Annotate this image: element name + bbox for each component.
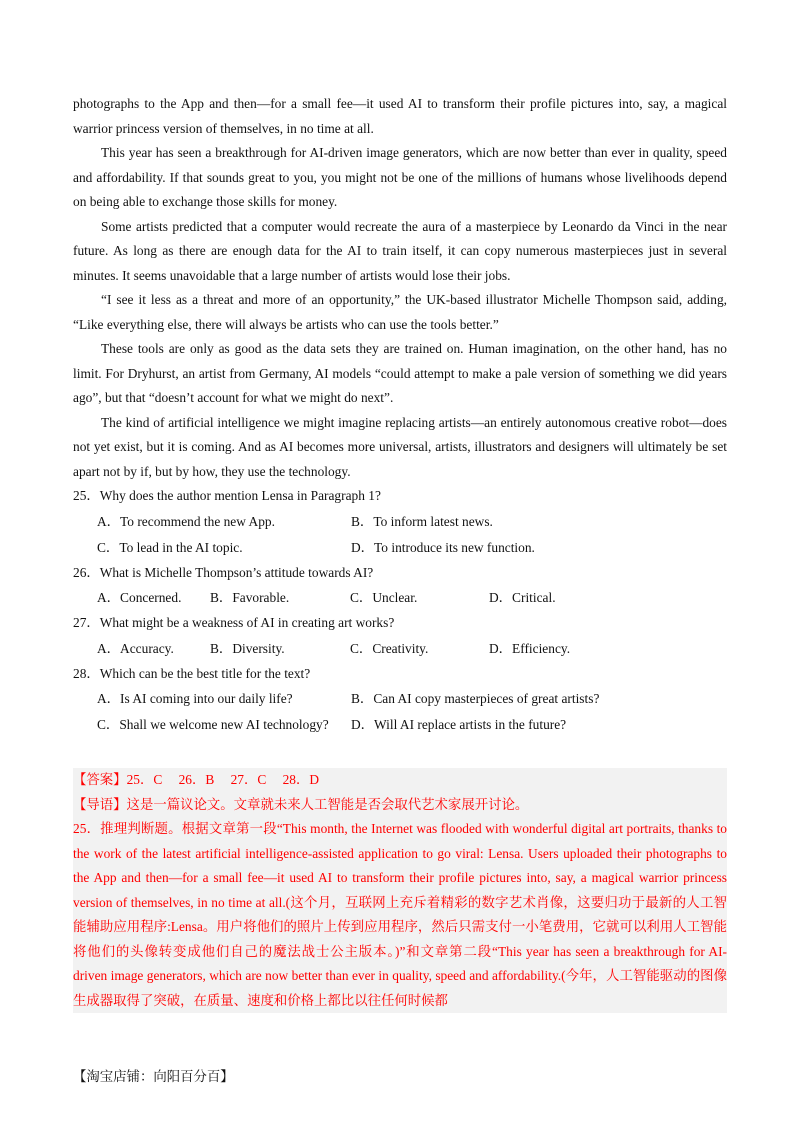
store-footer: 【淘宝店铺：向阳百分百】 (73, 1069, 234, 1084)
option-d: D．Efficiency. (489, 640, 571, 656)
answer-key (73, 768, 727, 793)
question-stem: 27．What might be a weakness of AI in creating art works? (73, 615, 395, 630)
option-c: C．Creativity. (350, 640, 429, 656)
question-stem: 26．What is Michelle Thompson’s attitude towards AI? (73, 564, 374, 580)
question-stem: 28．Which can be the best title for the text? (73, 665, 311, 681)
paragraph-3: Some artists predicted that a computer would recreate the aura of a masterpiece by Leonardo da Vinci in the near future. As long as there are enough data for the AI to train itself, it can copy numerous masterpieces just in several minutes. It seems unavoidable that a large number of artists would lose their jobs. (73, 218, 727, 283)
options (73, 585, 727, 611)
option-c: C．Unclear. (350, 590, 418, 605)
question-25 (73, 484, 727, 561)
question-28 (73, 662, 727, 739)
options (73, 509, 727, 561)
option-b: B．Can AI copy masterpieces of great artists? (351, 691, 600, 706)
paragraph-1-continued: photographs to the App and then—for a small fee—it used AI to transform their profile pictures into, say, a magical warrior princess version of themselves, in no time at all. (73, 96, 727, 136)
answer-26: 26．B (178, 772, 215, 787)
option-a: A．To recommend the new App. (97, 513, 275, 529)
option-c: C．Shall we welcome new AI technology? (97, 717, 329, 732)
option-b: B．To inform latest news. (351, 513, 493, 529)
option-b: B．Favorable. (210, 590, 290, 605)
options (73, 636, 727, 662)
passage (73, 92, 727, 738)
option-d: D．Will AI replace artists in the future? (351, 717, 567, 732)
answer-guide: 【导语】这是一篇议论文。文章就未来人工智能是否会取代艺术家展开讨论。 (73, 796, 529, 812)
paragraph-5: These tools are only as good as the data sets they are trained on. Human imagination, on the other hand, has no limit. For Dryhurst, an artist from Germany, AI models “could attempt to make a pale version of something we did years ago”, but that “doesn’t account for what we might do next”. (73, 341, 727, 405)
question-27 (73, 611, 727, 662)
option-d: D．To introduce its new function. (351, 539, 535, 555)
question-26 (73, 561, 727, 612)
option-a: A．Accuracy. (97, 640, 174, 656)
answer-25: 25．C (126, 772, 163, 787)
paragraph-2: This year has seen a breakthrough for AI-driven image generators, which are now better than ever in quality, speed and affordability. If that sounds great to you, you might not be one of the millions of humans whose livelihoods depend on being able to exchange those skills for money. (73, 145, 727, 209)
options (73, 686, 727, 738)
answer-27: 27．C (230, 772, 267, 787)
option-b: B．Diversity. (210, 640, 285, 656)
answer-explanation-25: 25．推理判断题。根据文章第一段“This month, the Internet was flooded with wonderful digital art portraits, thanks to the work of the latest artificial intelligence-assisted application to go viral: Lensa. Users uploaded their photographs to the App and then—for a small fee—it used AI to transform their profile pictures into, say, a magical warrior princess version of themselves, in no time at all.(这个月，互联网上充斥着精彩的数字艺术肖像，这要归功于最新的人工智能辅助应用程序:Lensa。用户将他们的照片上传到应用程序，然后只需支付一小笔费用，它就可以利用人工智能将他们的头像转变成他们自己的魔法战士公主版本。)”和文章第二段“This year has seen a breakthrough for AI-driven image generators, which are now better than ever in quality, speed and affordability.(今年，人工智能驱动的图像生成器取得了突破，在质量、速度和价格上都比以往任何时候都 (73, 821, 727, 1008)
paragraph-4: “I see it less as a threat and more of an opportunity,” the UK-based illustrator Michelle Thompson said, adding, “Like everything else, there will always be artists who can use the tools better.” (73, 292, 727, 332)
option-a: A．Is AI coming into our daily life? (97, 691, 293, 706)
paragraph-6: The kind of artificial intelligence we might imagine replacing artists—an entirely autonomous creative robot—does not yet exist, but it is coming. And as AI becomes more universal, artists, illustrators and designers will ultimately be set apart not by if, but by how, they use the technology. (73, 414, 727, 479)
option-d: D．Critical. (489, 590, 556, 605)
answer-28: 28．D (282, 772, 320, 787)
option-c: C．To lead in the AI topic. (97, 539, 243, 555)
answer-label: 【答案】 (73, 772, 127, 787)
answer-section (73, 768, 727, 1013)
option-a: A．Concerned. (97, 590, 182, 605)
question-stem: 25．Why does the author mention Lensa in Paragraph 1? (73, 488, 381, 503)
